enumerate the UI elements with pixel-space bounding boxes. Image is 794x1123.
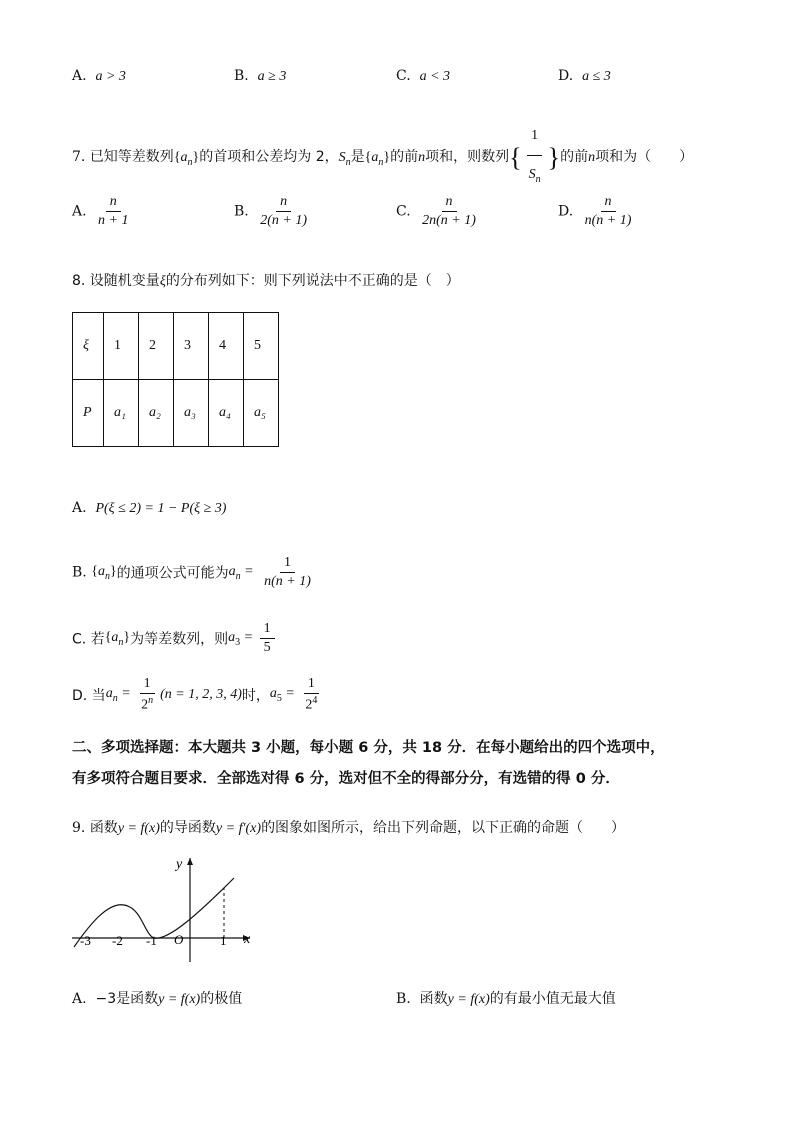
table-cell: a₂: [139, 380, 174, 447]
table-row: [73, 313, 279, 380]
q6-option-b: B. a ≥ 3: [234, 68, 287, 84]
q7-option-d: D. $\frac{n}{n(n + 1)}$: [558, 194, 632, 228]
x-axis-label: x: [244, 932, 251, 947]
q6-option-c: C. a < 3: [396, 68, 451, 84]
distribution-table: [72, 312, 279, 447]
q9-stem: 9. 函数y = f(x)的导函数y = f′(x)的图象如图所示，给出下列命题，以下正确的命题（ ）: [72, 820, 626, 836]
table-cell: a₅: [244, 380, 279, 447]
q8-stem: 8. 设随机变量ξ的分布列如下：则下列说法中不正确的是（ ）: [72, 273, 460, 289]
section-heading: 二、多项选择题：本大题共 3 小题，每小题 6 分，共 18 分．在每小题给出的四个选项中，: [72, 740, 665, 756]
q8-option-a: A. P(ξ ≤ 2) = 1 − P(ξ ≥ 3): [72, 500, 227, 516]
origin-label: O: [174, 932, 184, 947]
table-cell: 4: [209, 313, 244, 380]
tick-label: -3: [80, 933, 91, 948]
q9-option-b: B. 函数y = f(x)的有最小值无最大值: [396, 991, 616, 1007]
table-cell: 3: [174, 313, 209, 380]
q7-stem: 7. 已知等差数列$\{a_n\}$的首项和公差均为 2，$S_n$是$\{a_n\}$的前n项和，则数列{ $\frac{1}{S_n}$ }的前n项和为（ ）: [72, 118, 693, 198]
table-cell: ξ: [73, 313, 104, 380]
table-cell: 2: [139, 313, 174, 380]
y-axis-arrow-icon: [187, 858, 193, 865]
table-cell: a₄: [209, 380, 244, 447]
table-cell: 1: [104, 313, 139, 380]
table-cell: a₃: [174, 380, 209, 447]
table-cell: P: [73, 380, 104, 447]
q7-option-b: B. $\frac{n}{2(n + 1)}$: [234, 194, 307, 228]
q9-option-a: A. −3是函数y = f(x)的极值: [72, 991, 243, 1007]
q6-option-d: D. a ≤ 3: [558, 68, 611, 84]
q8-option-b: B. $\{a_n\}$的通项公式可能为$a_n$ = $\frac{1}{n(n + 1)}$: [72, 555, 311, 589]
q8-option-d: D. 当$a_n$ = $\frac{1}{2^n}$ (n = 1, 2, 3, 4)时，$a_5$ = $\frac{1}{2^4}$: [72, 676, 318, 713]
tick-label: 1: [220, 933, 227, 948]
q8-option-c: C. 若$\{a_n\}$为等差数列，则$a_3$ = $\frac{1}{5}$: [72, 621, 278, 656]
q6-option-a: A. a > 3: [72, 68, 126, 84]
table-cell: a₁: [104, 380, 139, 447]
tick-label: -1: [146, 933, 157, 948]
table-cell: 5: [244, 313, 279, 380]
section-heading-line2: 有多项符合题目要求．全部选对得 6 分，选对但不全的得部分分，有选错的得 0 分．: [72, 771, 620, 787]
q7-option-a: A. $\frac{n}{n + 1}$: [72, 194, 129, 228]
derivative-graph: [68, 852, 268, 967]
y-axis-label: y: [176, 857, 183, 872]
q7-option-c: C. $\frac{n}{2n(n + 1)}$: [396, 194, 476, 228]
tick-label: -2: [112, 933, 123, 948]
table-row: [73, 380, 279, 447]
